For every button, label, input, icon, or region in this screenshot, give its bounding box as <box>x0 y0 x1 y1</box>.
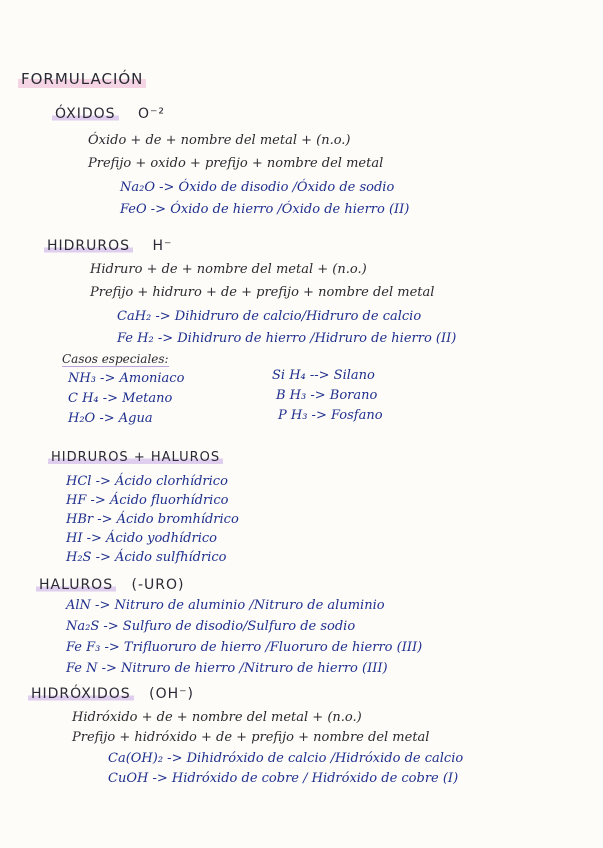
section-heading-hidruros-haluros <box>48 450 223 465</box>
hidruros-haluros-heading-text: HIDRUROS + HALUROS <box>48 450 223 465</box>
oxidos-heading-text: ÓXIDOS <box>52 106 119 122</box>
section-heading-hidruros <box>44 238 172 254</box>
oxidos-example-2: FeO -> Óxido de hierro /Óxido de hierro (II) <box>120 202 410 217</box>
hidroxidos-example-2: CuOH -> Hidróxido de cobre / Hidróxido de cobre (I) <box>108 771 459 786</box>
haluros-example-1: AlN -> Nitruro de aluminio /Nitruro de aluminio <box>66 598 385 613</box>
oxidos-ion: O⁻² <box>137 106 166 122</box>
hidruros-example-2: Fe H₂ -> Dihidruro de hierro /Hidruro de hierro (II) <box>117 331 457 346</box>
special-left-1: NH₃ -> Amoniaco <box>68 371 185 386</box>
special-left-2: C H₄ -> Metano <box>68 391 173 406</box>
special-right-2: B H₃ -> Borano <box>276 388 378 403</box>
hh-example-1: HCl -> Ácido clorhídrico <box>66 474 228 489</box>
casos-especiales-title: Casos especiales: <box>62 352 169 366</box>
hidruros-example-1: CaH₂ -> Dihidruro de calcio/Hidruro de calcio <box>117 309 422 324</box>
section-heading-haluros <box>36 577 185 593</box>
haluros-example-3: Fe F₃ -> Trifluoruro de hierro /Fluoruro de hierro (III) <box>66 640 423 655</box>
page-title: FORMULACIÓN <box>18 70 146 88</box>
hh-example-4: HI -> Ácido yodhídrico <box>66 531 217 546</box>
haluros-heading-text: HALUROS <box>36 577 116 593</box>
oxidos-example-1: Na₂O -> Óxido de disodio /Óxido de sodio <box>120 180 395 195</box>
hidroxidos-ion: (OH⁻) <box>149 686 195 702</box>
section-heading-hidroxidos <box>28 686 194 702</box>
hh-example-5: H₂S -> Ácido sulfhídrico <box>66 550 227 565</box>
special-right-3: P H₃ -> Fosfano <box>278 408 383 423</box>
hidruros-ion: H⁻ <box>152 238 173 254</box>
oxidos-rule-2: Prefijo + oxido + prefijo + nombre del metal <box>88 156 384 171</box>
hidruros-rule-1: Hidruro + de + nombre del metal + (n.o.) <box>90 262 367 277</box>
hidruros-heading-text: HIDRUROS <box>44 238 133 254</box>
hidroxidos-rule-1: Hidróxido + de + nombre del metal + (n.o.) <box>72 710 362 725</box>
section-heading-oxidos <box>52 106 165 122</box>
special-right-1: Si H₄ --> Silano <box>272 368 375 383</box>
special-left-3: H₂O -> Agua <box>68 411 153 426</box>
hh-example-3: HBr -> Ácido bromhídrico <box>66 512 239 527</box>
hidroxidos-heading-text: HIDRÓXIDOS <box>28 686 134 702</box>
hidruros-rule-2: Prefijo + hidruro + de + prefijo + nombre del metal <box>90 285 435 300</box>
haluros-example-4: Fe N -> Nitruro de hierro /Nitruro de hierro (III) <box>66 661 388 676</box>
haluros-suffix: (-URO) <box>131 577 185 593</box>
haluros-example-2: Na₂S -> Sulfuro de disodio/Sulfuro de sodio <box>66 619 356 634</box>
oxidos-rule-1: Óxido + de + nombre del metal + (n.o.) <box>88 133 351 148</box>
hidroxidos-rule-2: Prefijo + hidróxido + de + prefijo + nombre del metal <box>72 730 430 745</box>
hh-example-2: HF -> Ácido fluorhídrico <box>66 493 229 508</box>
hidroxidos-example-1: Ca(OH)₂ -> Dihidróxido de calcio /Hidróxido de calcio <box>108 751 464 766</box>
